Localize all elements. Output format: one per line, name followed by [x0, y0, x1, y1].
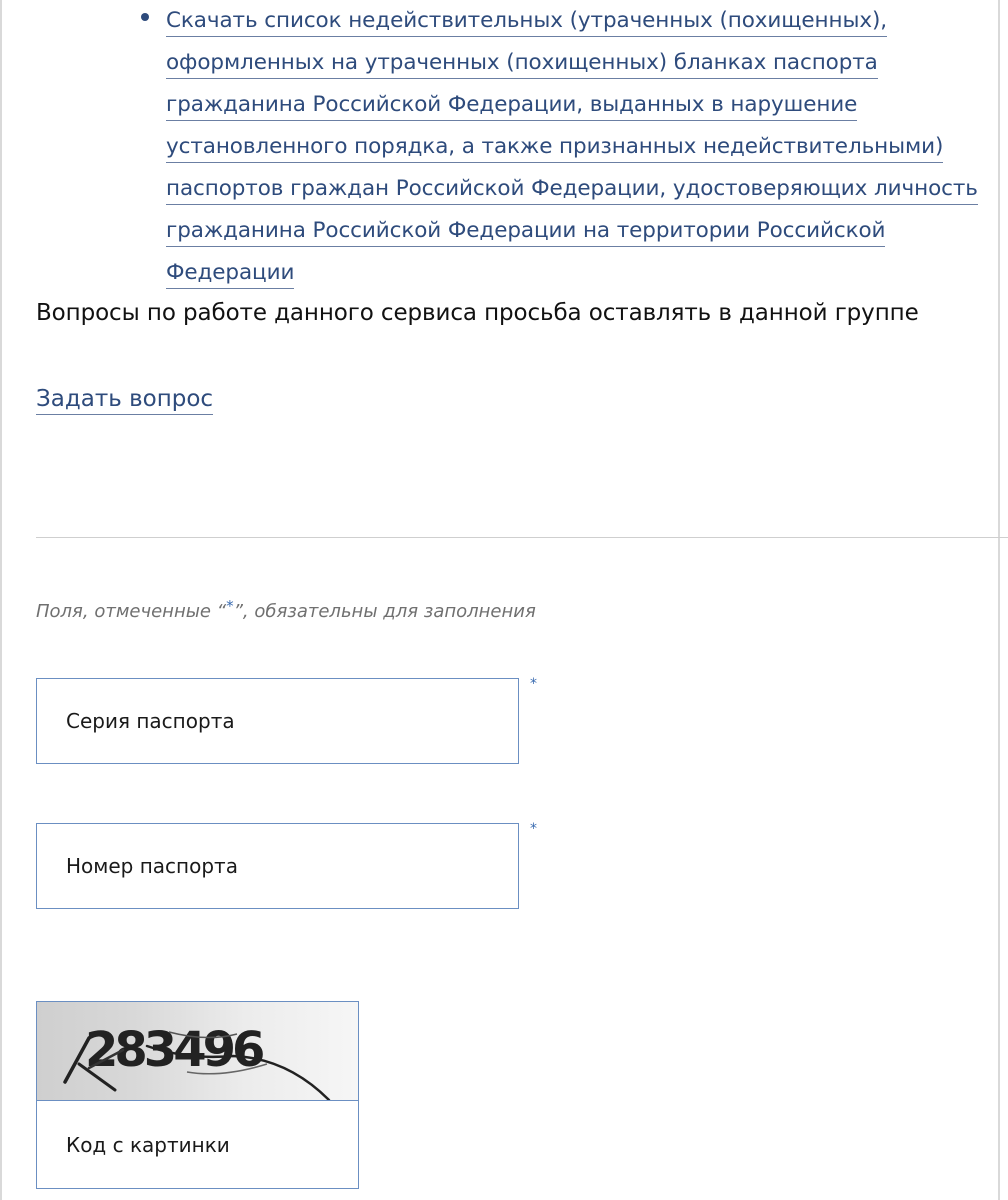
- support-text: Вопросы по работе данного сервиса просьба оставлять в данной группе: [36, 300, 919, 326]
- bullet-icon: [141, 13, 149, 21]
- download-list: [136, 0, 996, 294]
- required-note-prefix: Поля, отмеченные “: [36, 601, 227, 622]
- passport-number-field: [36, 823, 519, 909]
- captcha-code-text: 283496: [85, 1022, 262, 1078]
- ask-question-link[interactable]: Задать вопрос: [36, 386, 213, 415]
- number-required-star-icon: *: [530, 821, 537, 837]
- captcha-image: [37, 1002, 358, 1101]
- download-invalid-passports-link[interactable]: Скачать список недействительных (утраченных (похищенных), оформленных на утраченных (похищенных) бланках паспорта гражданина Российской Федерации, выданных в нарушение установленного порядка, а также признанных недействительными) паспортов граждан Российской Федерации, удостоверяющих личность гражданина Российской Федерации на территории Российской Федерации: [166, 8, 978, 289]
- page-frame-right: [998, 0, 1000, 1200]
- captcha-picture: [37, 1002, 358, 1100]
- passport-series-field: [36, 678, 519, 764]
- captcha-block: [36, 1001, 359, 1189]
- list-item: [136, 0, 996, 294]
- passport-series-input[interactable]: [37, 679, 518, 763]
- required-star-icon: *: [226, 597, 234, 615]
- required-note-suffix: ”, обязательны для заполнения: [233, 601, 536, 622]
- required-fields-note: [36, 597, 536, 622]
- series-required-star-icon: *: [530, 676, 537, 692]
- captcha-input[interactable]: [37, 1101, 358, 1188]
- section-divider: [36, 537, 1008, 538]
- passport-number-input[interactable]: [37, 824, 518, 908]
- page-frame-left: [0, 0, 2, 1200]
